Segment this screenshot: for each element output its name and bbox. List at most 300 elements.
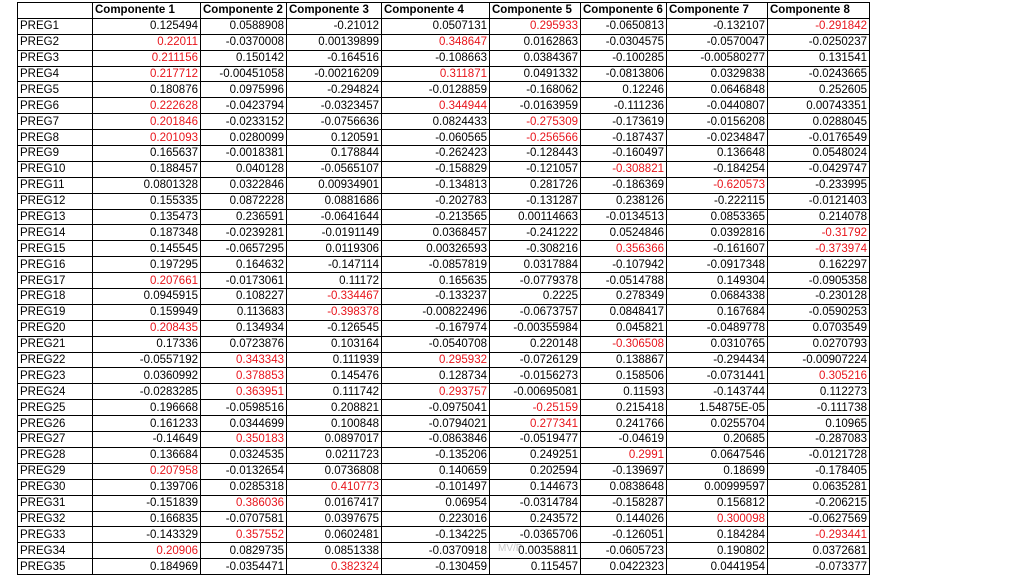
row-label: PREG35 [18, 559, 93, 575]
table-cell: 0.208821 [287, 400, 382, 416]
table-cell: 0.0548024 [768, 146, 870, 162]
table-cell: -0.135206 [382, 447, 490, 463]
table-cell: -0.0304575 [581, 34, 667, 50]
row-label: PREG19 [18, 304, 93, 320]
table-cell: -0.620573 [667, 177, 768, 193]
table-cell: 0.382324 [287, 559, 382, 575]
table-row [18, 416, 870, 432]
table-cell: 0.0344699 [201, 416, 287, 432]
table-cell: 0.220148 [490, 336, 581, 352]
table-cell: -0.222115 [667, 193, 768, 209]
table-cell: -0.308821 [581, 161, 667, 177]
table-cell: 0.045821 [581, 320, 667, 336]
table-cell: -0.206215 [768, 495, 870, 511]
table-cell: 0.0368457 [382, 225, 490, 241]
table-cell: -0.126051 [581, 527, 667, 543]
table-row [18, 543, 870, 559]
table-cell: -0.0627569 [768, 511, 870, 527]
table-cell: -0.0283285 [93, 384, 201, 400]
table-row [18, 559, 870, 575]
table-cell: 0.00326593 [382, 241, 490, 257]
table-cell: -0.0565107 [287, 161, 382, 177]
table-cell: 0.113683 [201, 304, 287, 320]
table-cell: -0.0156208 [667, 114, 768, 130]
table-cell: -0.0156273 [490, 368, 581, 384]
column-header-1: Componente 1 [93, 3, 201, 19]
table-cell: 0.158506 [581, 368, 667, 384]
table-cell: -0.21012 [287, 18, 382, 34]
table-cell: 0.145476 [287, 368, 382, 384]
table-cell: 0.211156 [93, 50, 201, 66]
table-row [18, 273, 870, 289]
row-label: PREG15 [18, 241, 93, 257]
table-cell: 0.215418 [581, 400, 667, 416]
table-row [18, 384, 870, 400]
table-cell: -0.0134513 [581, 209, 667, 225]
table-cell: 0.348647 [382, 34, 490, 50]
table-cell: -0.287083 [768, 432, 870, 448]
table-row [18, 130, 870, 146]
table-cell: 0.20685 [667, 432, 768, 448]
table-cell: -0.111236 [581, 98, 667, 114]
table-cell: 0.0397675 [287, 511, 382, 527]
table-cell: -0.0590253 [768, 304, 870, 320]
table-cell: -0.31792 [768, 225, 870, 241]
table-cell: -0.101497 [382, 479, 490, 495]
table-cell: 0.0317884 [490, 257, 581, 273]
table-cell: 0.0491332 [490, 66, 581, 82]
row-label: PREG11 [18, 177, 93, 193]
table-cell: 0.0324535 [201, 447, 287, 463]
table-cell: -0.0731441 [667, 368, 768, 384]
table-cell: 0.144026 [581, 511, 667, 527]
table-cell: 0.0285318 [201, 479, 287, 495]
table-cell: 0.363951 [201, 384, 287, 400]
table-cell: -0.0176549 [768, 130, 870, 146]
table-row [18, 368, 870, 384]
table-cell: -0.0018381 [201, 146, 287, 162]
table-cell: 0.0372681 [768, 543, 870, 559]
table-cell: 0.201846 [93, 114, 201, 130]
table-row [18, 495, 870, 511]
table-cell: 0.350183 [201, 432, 287, 448]
table-cell: 0.138867 [581, 352, 667, 368]
table-cell: -0.00216209 [287, 66, 382, 82]
table-cell: -0.294434 [667, 352, 768, 368]
table-cell: -0.0233152 [201, 114, 287, 130]
table-row [18, 177, 870, 193]
row-label: PREG31 [18, 495, 93, 511]
table-row [18, 50, 870, 66]
table-cell: 0.136648 [667, 146, 768, 162]
table-cell: -0.0598516 [201, 400, 287, 416]
table-cell: 0.0801328 [93, 177, 201, 193]
column-header-8: Componente 8 [768, 3, 870, 19]
watermark-text: MV/F [498, 543, 522, 554]
table-cell: -0.0813806 [581, 66, 667, 82]
table-cell: -0.0707581 [201, 511, 287, 527]
row-label: PREG6 [18, 98, 93, 114]
table-cell: 0.20906 [93, 543, 201, 559]
table-cell: -0.0234847 [667, 130, 768, 146]
row-label: PREG1 [18, 18, 93, 34]
table-cell: -0.0239281 [201, 225, 287, 241]
table-cell: -0.308216 [490, 241, 581, 257]
table-cell: -0.121057 [490, 161, 581, 177]
table-cell: -0.00580277 [667, 50, 768, 66]
table-cell: 0.108227 [201, 289, 287, 305]
table-cell: 0.0897017 [287, 432, 382, 448]
row-label: PREG22 [18, 352, 93, 368]
table-cell: 0.135473 [93, 209, 201, 225]
table-cell: -0.0657295 [201, 241, 287, 257]
table-cell: 0.0392816 [667, 225, 768, 241]
row-label: PREG26 [18, 416, 93, 432]
row-label: PREG7 [18, 114, 93, 130]
table-cell: 0.0853365 [667, 209, 768, 225]
table-cell: 0.0647546 [667, 447, 768, 463]
table-row [18, 114, 870, 130]
table-cell: -0.0250237 [768, 34, 870, 50]
table-cell: 0.344944 [382, 98, 490, 114]
table-cell: 0.139706 [93, 479, 201, 495]
table-cell: -0.164516 [287, 50, 382, 66]
row-label: PREG5 [18, 82, 93, 98]
table-cell: 0.0288045 [768, 114, 870, 130]
table-cell: -0.0243665 [768, 66, 870, 82]
table-cell: 0.156812 [667, 495, 768, 511]
table-cell: 0.140659 [382, 463, 490, 479]
table-cell: 0.040128 [201, 161, 287, 177]
table-cell: -0.0489778 [667, 320, 768, 336]
table-cell: 0.190802 [667, 543, 768, 559]
table-cell: 0.295933 [490, 18, 581, 34]
table-cell: -0.130459 [382, 559, 490, 575]
table-cell: -0.0726129 [490, 352, 581, 368]
table-cell: 0.0167417 [287, 495, 382, 511]
table-row [18, 18, 870, 34]
table-cell: 0.243572 [490, 511, 581, 527]
row-label: PREG20 [18, 320, 93, 336]
table-cell: 0.252605 [768, 82, 870, 98]
table-cell: 0.277341 [490, 416, 581, 432]
table-cell: 0.0384367 [490, 50, 581, 66]
table-cell: 0.00139899 [287, 34, 382, 50]
table-cell: -0.213565 [382, 209, 490, 225]
table-cell: -0.14649 [93, 432, 201, 448]
table-cell: 0.00934901 [287, 177, 382, 193]
table-cell: 0.0851338 [287, 543, 382, 559]
table-cell: 0.0945915 [93, 289, 201, 305]
table-row [18, 432, 870, 448]
table-cell: -0.0905358 [768, 273, 870, 289]
table-cell: 0.0255704 [667, 416, 768, 432]
table-cell: 0.159949 [93, 304, 201, 320]
table-cell: -0.0132654 [201, 463, 287, 479]
table-cell: -0.133237 [382, 289, 490, 305]
table-row [18, 511, 870, 527]
table-cell: 0.222628 [93, 98, 201, 114]
column-header-2: Componente 2 [201, 3, 287, 19]
table-cell: -0.00355984 [490, 320, 581, 336]
table-cell: -0.111738 [768, 400, 870, 416]
table-cell: 0.0360992 [93, 368, 201, 384]
table-cell: 0.0524846 [581, 225, 667, 241]
table-cell: -0.398378 [287, 304, 382, 320]
table-cell: 0.0119306 [287, 241, 382, 257]
table-cell: -0.04619 [581, 432, 667, 448]
table-cell: -0.00907224 [768, 352, 870, 368]
table-cell: 0.0280099 [201, 130, 287, 146]
table-cell: 0.223016 [382, 511, 490, 527]
table-cell: 0.00358811 [490, 543, 581, 559]
row-label: PREG18 [18, 289, 93, 305]
table-cell: -0.167974 [382, 320, 490, 336]
table-cell: -0.291842 [768, 18, 870, 34]
table-cell: 0.11172 [287, 273, 382, 289]
table-cell: 0.165635 [382, 273, 490, 289]
row-label: PREG24 [18, 384, 93, 400]
table-cell: 0.111742 [287, 384, 382, 400]
table-cell: 0.0703549 [768, 320, 870, 336]
table-cell: 0.0829735 [201, 543, 287, 559]
table-cell: -0.158287 [581, 495, 667, 511]
row-label: PREG9 [18, 146, 93, 162]
table-cell: 0.217712 [93, 66, 201, 82]
table-cell: 0.00743351 [768, 98, 870, 114]
table-cell: -0.0519477 [490, 432, 581, 448]
table-cell: -0.0121728 [768, 447, 870, 463]
table-cell: 0.357552 [201, 527, 287, 543]
table-cell: -0.373974 [768, 241, 870, 257]
table-cell: 0.2225 [490, 289, 581, 305]
row-label: PREG13 [18, 209, 93, 225]
table-cell: -0.0650813 [581, 18, 667, 34]
table-cell: -0.184254 [667, 161, 768, 177]
table-cell: 0.0723876 [201, 336, 287, 352]
table-cell: 0.295932 [382, 352, 490, 368]
table-cell: -0.256566 [490, 130, 581, 146]
table-cell: -0.0975041 [382, 400, 490, 416]
table-cell: 0.0975996 [201, 82, 287, 98]
table-cell: 0.188457 [93, 161, 201, 177]
table-cell: -0.178405 [768, 463, 870, 479]
table-cell: -0.143744 [667, 384, 768, 400]
corner-header [18, 3, 93, 19]
table-cell: -0.0370918 [382, 543, 490, 559]
table-cell: 0.2991 [581, 447, 667, 463]
table-row [18, 82, 870, 98]
table-cell: -0.0641644 [287, 209, 382, 225]
table-cell: 0.134934 [201, 320, 287, 336]
table-cell: 0.128734 [382, 368, 490, 384]
table-row [18, 304, 870, 320]
table-cell: 0.103164 [287, 336, 382, 352]
row-label: PREG21 [18, 336, 93, 352]
table-row [18, 479, 870, 495]
row-label: PREG32 [18, 511, 93, 527]
column-header-7: Componente 7 [667, 3, 768, 19]
row-label: PREG4 [18, 66, 93, 82]
table-row [18, 98, 870, 114]
table-cell: 0.343343 [201, 352, 287, 368]
table-cell: -0.275309 [490, 114, 581, 130]
table-row [18, 320, 870, 336]
table-cell: 0.125494 [93, 18, 201, 34]
row-label: PREG28 [18, 447, 93, 463]
table-cell: -0.0570047 [667, 34, 768, 50]
table-cell: -0.0365706 [490, 527, 581, 543]
table-cell: 0.0684338 [667, 289, 768, 305]
table-cell: -0.060565 [382, 130, 490, 146]
row-label: PREG25 [18, 400, 93, 416]
table-cell: 0.0838648 [581, 479, 667, 495]
table-cell: 0.0422323 [581, 559, 667, 575]
table-cell: -0.126545 [287, 320, 382, 336]
table-cell: 0.120591 [287, 130, 382, 146]
table-cell: -0.0370008 [201, 34, 287, 50]
table-cell: -0.108663 [382, 50, 490, 66]
table-cell: 0.0881686 [287, 193, 382, 209]
loadings-table [17, 2, 870, 575]
table-cell: 0.184284 [667, 527, 768, 543]
table-cell: 0.184969 [93, 559, 201, 575]
table-cell: 0.305216 [768, 368, 870, 384]
table-cell: -0.0191149 [287, 225, 382, 241]
table-cell: 0.202594 [490, 463, 581, 479]
table-cell: 0.278349 [581, 289, 667, 305]
table-cell: -0.0440807 [667, 98, 768, 114]
table-cell: 0.00114663 [490, 209, 581, 225]
table-cell: -0.0423794 [201, 98, 287, 114]
table-cell: 0.0646848 [667, 82, 768, 98]
row-label: PREG23 [18, 368, 93, 384]
table-cell: -0.293441 [768, 527, 870, 543]
table-cell: 0.06954 [382, 495, 490, 511]
table-body [18, 18, 870, 574]
table-cell: 0.166835 [93, 511, 201, 527]
table-cell: -0.306508 [581, 336, 667, 352]
table-cell: 0.162297 [768, 257, 870, 273]
table-cell: -0.132107 [667, 18, 768, 34]
table-cell: 0.100848 [287, 416, 382, 432]
table-cell: -0.134813 [382, 177, 490, 193]
table-cell: 0.0329838 [667, 66, 768, 82]
table-cell: 0.144673 [490, 479, 581, 495]
table-cell: 0.178844 [287, 146, 382, 162]
table-cell: -0.233995 [768, 177, 870, 193]
table-cell: 0.378853 [201, 368, 287, 384]
table-cell: 0.196668 [93, 400, 201, 416]
table-cell: 0.241766 [581, 416, 667, 432]
table-cell: -0.0514788 [581, 273, 667, 289]
table-cell: 0.180876 [93, 82, 201, 98]
table-cell: 0.150142 [201, 50, 287, 66]
table-cell: 0.18699 [667, 463, 768, 479]
table-cell: 0.111939 [287, 352, 382, 368]
table-cell: 0.131541 [768, 50, 870, 66]
table-cell: -0.0794021 [382, 416, 490, 432]
row-label: PREG8 [18, 130, 93, 146]
table-cell: -0.100285 [581, 50, 667, 66]
table-cell: 0.410773 [287, 479, 382, 495]
table-cell: 0.0322846 [201, 177, 287, 193]
table-cell: 0.0736808 [287, 463, 382, 479]
table-cell: -0.00822496 [382, 304, 490, 320]
table-cell: 0.236591 [201, 209, 287, 225]
table-row [18, 400, 870, 416]
table-cell: -0.0779378 [490, 273, 581, 289]
table-cell: -0.0605723 [581, 543, 667, 559]
table-cell: -0.0163959 [490, 98, 581, 114]
table-cell: -0.00695081 [490, 384, 581, 400]
table-cell: 0.0872228 [201, 193, 287, 209]
row-label: PREG34 [18, 543, 93, 559]
column-header-5: Componente 5 [490, 3, 581, 19]
table-cell: -0.25159 [490, 400, 581, 416]
table-cell: -0.0540708 [382, 336, 490, 352]
table-cell: 0.149304 [667, 273, 768, 289]
table-cell: -0.134225 [382, 527, 490, 543]
table-cell: -0.160497 [581, 146, 667, 162]
table-row [18, 241, 870, 257]
row-label: PREG2 [18, 34, 93, 50]
table-cell: -0.00451058 [201, 66, 287, 82]
table-cell: 0.281726 [490, 177, 581, 193]
table-cell: -0.158829 [382, 161, 490, 177]
table-cell: 0.11593 [581, 384, 667, 400]
table-row [18, 225, 870, 241]
table-row [18, 146, 870, 162]
table-cell: 0.136684 [93, 447, 201, 463]
table-cell: 0.207661 [93, 273, 201, 289]
table-cell: -0.0128859 [382, 82, 490, 98]
table-cell: 1.54875E-05 [667, 400, 768, 416]
table-cell: -0.161607 [667, 241, 768, 257]
table-cell: 0.207958 [93, 463, 201, 479]
table-cell: 0.214078 [768, 209, 870, 225]
table-cell: 0.164632 [201, 257, 287, 273]
table-cell: 0.0310765 [667, 336, 768, 352]
table-cell: 0.0270793 [768, 336, 870, 352]
table-cell: -0.143329 [93, 527, 201, 543]
table-cell: -0.0557192 [93, 352, 201, 368]
table-row [18, 463, 870, 479]
row-label: PREG3 [18, 50, 93, 66]
row-label: PREG30 [18, 479, 93, 495]
row-label: PREG33 [18, 527, 93, 543]
table-cell: 0.311871 [382, 66, 490, 82]
table-cell: 0.145545 [93, 241, 201, 257]
table-row [18, 34, 870, 50]
table-cell: 0.0824433 [382, 114, 490, 130]
table-cell: -0.241222 [490, 225, 581, 241]
column-header-6: Componente 6 [581, 3, 667, 19]
table-cell: 0.22011 [93, 34, 201, 50]
table-row [18, 527, 870, 543]
table-cell: -0.202783 [382, 193, 490, 209]
table-cell: -0.107942 [581, 257, 667, 273]
row-label: PREG10 [18, 161, 93, 177]
table-cell: -0.0863846 [382, 432, 490, 448]
table-row [18, 209, 870, 225]
table-cell: -0.334467 [287, 289, 382, 305]
table-cell: 0.12246 [581, 82, 667, 98]
column-header-4: Componente 4 [382, 3, 490, 19]
table-cell: -0.173619 [581, 114, 667, 130]
table-cell: -0.0429747 [768, 161, 870, 177]
table-row [18, 257, 870, 273]
